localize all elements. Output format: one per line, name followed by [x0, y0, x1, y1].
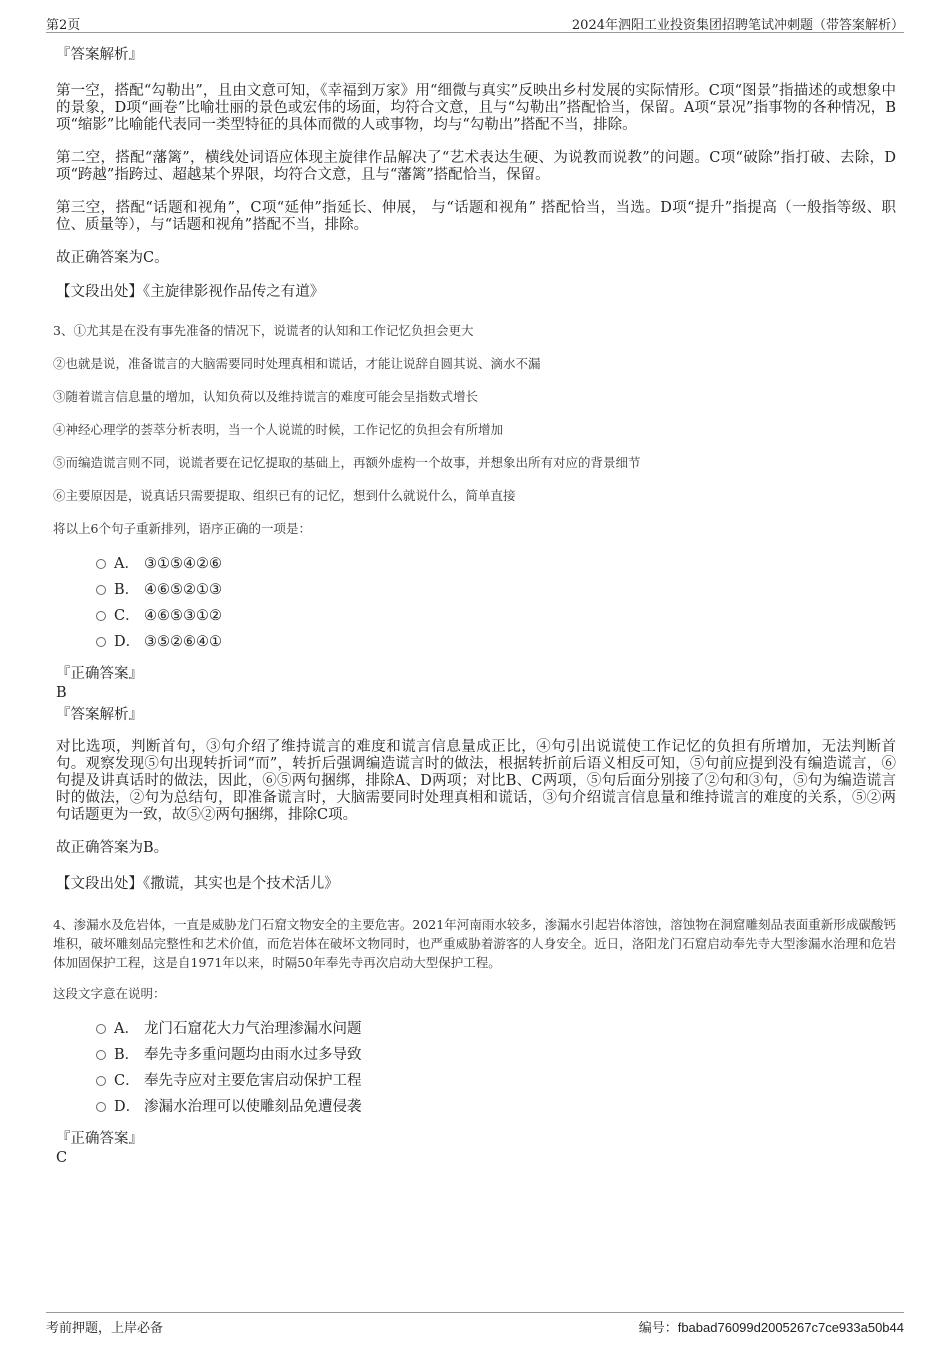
document-title: 2024年泗阳工业投资集团招聘笔试冲刺题（带答案解析） — [571, 18, 904, 33]
q4-option-b[interactable]: B． 奉先寺多重问题均由雨水过多导致 — [96, 1042, 896, 1068]
q2-analysis-p3: 第三空，搭配“话题和视角”，C项“延伸”指延长、伸展， 与“话题和视角” 搭配恰当，当选。D项“提升”指提高（一般指等级、职位、质量等），与“话题和视角”搭配不当，排除。 — [56, 200, 896, 233]
q3-option-d[interactable]: D． ③⑤②⑥④① — [96, 629, 896, 655]
q3-sentence-6: ⑥主要原因是，说真话只需要提取、组织已有的记忆，想到什么就说什么，简单直接 — [53, 488, 516, 503]
q3-conclusion: 故正确答案为B。 — [56, 840, 169, 856]
radio-icon[interactable] — [96, 585, 106, 595]
radio-icon[interactable] — [96, 1102, 106, 1112]
q3-option-c[interactable]: C． ④⑥⑤③①② — [96, 603, 896, 629]
q4-answer: C — [56, 1150, 68, 1166]
q4-prompt: 这段文字意在说明： — [53, 986, 166, 1001]
q2-conclusion: 故正确答案为C。 — [56, 250, 169, 266]
q2-analysis-label: 『答案解析』 — [56, 47, 143, 63]
q3-answer-label: 『正确答案』 — [56, 666, 143, 682]
q3-analysis: 对比选项，判断首句，③句介绍了维持谎言的难度和谎言信息量成正比，④句引出说谎使工作记忆的负担有所增加，无法判断首句。观察发现⑤句出现转折词“而”，转折后强调编造谎言时的做法，根据转折前后语义相反可知，⑤句前应提到没有编造谎言，⑥句提及讲真话时的做法，因此，⑥⑤两句捆绑，排除A、D两项；对比B、C两项，⑤句后面分别接了②句和③句，⑤句为编造谎言时的做法，②句为总结句，即准备谎言时，大脑需要同时处理真相和谎话，③句介绍谎言信息量和维持谎言的难度的关系，⑤②两句话题更为一致，故⑤②两句捆绑，排除C项。 — [56, 739, 896, 823]
q3-options — [96, 551, 896, 655]
q3-option-a[interactable]: A． ③①⑤④②⑥ — [96, 551, 896, 577]
page-header — [46, 12, 904, 33]
q3-sentence-2: ②也就是说，准备谎言的大脑需要同时处理真相和谎话，才能让说辞自圆其说、滴水不漏 — [53, 356, 541, 371]
q4-answer-label: 『正确答案』 — [56, 1131, 143, 1147]
radio-icon[interactable] — [96, 611, 106, 621]
footer-slogan: 考前押题，上岸必备 — [46, 1321, 164, 1336]
q2-source: 【文段出处】《主旋律影视作品传之有道》 — [56, 284, 325, 300]
radio-icon[interactable] — [96, 1050, 106, 1060]
radio-icon[interactable] — [96, 1024, 106, 1034]
page-footer — [46, 1312, 904, 1336]
q3-source: 【文段出处】《撒谎，其实也是个技术活儿》 — [56, 876, 339, 892]
q3-option-b[interactable]: B． ④⑥⑤②①③ — [96, 577, 896, 603]
radio-icon[interactable] — [96, 559, 106, 569]
q3-prompt: 将以上6个句子重新排列，语序正确的一项是： — [53, 521, 311, 536]
q4-options — [96, 1016, 896, 1120]
radio-icon[interactable] — [96, 1076, 106, 1086]
q3-sentence-5: ⑤而编造谎言则不同，说谎者要在记忆提取的基础上，再额外虚构一个故事，并想象出所有对应的背景细节 — [53, 455, 641, 470]
q4-stem: 4、渗漏水及危岩体，一直是威胁龙门石窟文物安全的主要危害。2021年河南雨水较多，渗漏水引起岩体溶蚀，溶蚀物在洞窟雕刻品表面重新形成碳酸钙堆积，破坏雕刻品完整性和艺术价值，而危岩体在破坏文物同时，也严重威胁着游客的人身安全。近日，洛阳龙门石窟启动奉先寺大型渗漏水治理和危岩体加固保护工程，这是自1971年以来，时隔50年奉先寺再次启动大型保护工程。 — [53, 917, 896, 970]
q2-analysis-p2: 第二空，搭配“藩篱”，横线处词语应体现主旋律作品解决了“艺术表达生硬、为说教而说教”的问题。C项“破除”指打破、去除，D项“跨越”指跨过、超越某个界限，均符合文意，且与“藩篱”搭配恰当，保留。 — [56, 150, 896, 183]
q4-option-c[interactable]: C． 奉先寺应对主要危害启动保护工程 — [96, 1068, 896, 1094]
page-number: 第2页 — [46, 18, 81, 33]
radio-icon[interactable] — [96, 637, 106, 647]
page-content — [53, 45, 896, 1170]
q4-option-d[interactable]: D． 渗漏水治理可以使雕刻品免遭侵袭 — [96, 1094, 896, 1120]
q2-analysis-p1: 第一空，搭配“勾勒出”，且由文意可知，《幸福到万家》用“细微与真实”反映出乡村发展的实际情形。C项“图景”指描述的或想象中的景象，D项“画卷”比喻壮丽的景色或宏伟的场面，均符合文意，且与“勾勒出”搭配恰当，保留。A项“景况”指事物的各种情况，B项“缩影”比喻能代表同一类型特征的具体而微的人或事物，均与“勾勒出”搭配不当，排除。 — [56, 83, 896, 133]
q3-answer: B — [56, 685, 67, 701]
q3-sentence-1: 3、①尤其是在没有事先准备的情况下，说谎者的认知和工作记忆负担会更大 — [53, 323, 474, 338]
q4-option-a[interactable]: A． 龙门石窟花大力气治理渗漏水问题 — [96, 1016, 896, 1042]
q3-sentence-3: ③随着谎言信息量的增加，认知负荷以及维持谎言的难度可能会呈指数式增长 — [53, 389, 479, 404]
q3-sentence-4: ④神经心理学的荟萃分析表明，当一个人说谎的时候，工作记忆的负担会有所增加 — [53, 422, 504, 437]
footer-code: 编号：fbabad76099d2005267c7ce933a50b44 — [638, 1320, 904, 1336]
q3-analysis-label: 『答案解析』 — [56, 707, 143, 723]
